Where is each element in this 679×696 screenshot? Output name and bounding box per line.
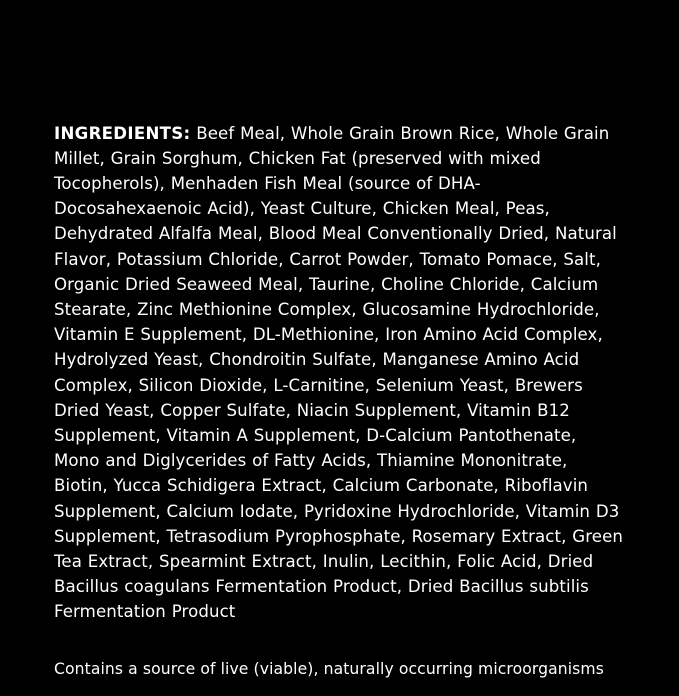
ingredients-paragraph: [54, 121, 626, 625]
ingredients-list-text: Beef Meal, Whole Grain Brown Rice, Whole Grain Millet, Grain Sorghum, Chicken Fat (preserved with mixed Tocopherols), Menhaden Fish Meal (source of DHA-Docosahexaenoic Acid), Yeast Culture, Chicken Meal, Peas, Dehydrated Alfalfa Meal, Blood Meal Conventionally Dried, Natural Flavor, Potassium Chloride, Carrot Powder, Tomato Pomace, Salt, Organic Dried Seaweed Meal, Taurine, Choline Chloride, Calcium Stearate, Zinc Methionine Complex, Glucosamine Hydrochloride, Vitamin E Supplement, DL-Methionine, Iron Amino Acid Complex, Hydrolyzed Yeast, Chondroitin Sulfate, Manganese Amino Acid Complex, Silicon Dioxide, L-Carnitine, Selenium Yeast, Brewers Dried Yeast, Copper Sulfate, Niacin Supplement, Vitamin B12 Supplement, Vitamin A Supplement, D-Calcium Pantothenate, Mono and Diglycerides of Fatty Acids, Thiamine Mononitrate, Biotin, Yucca Schidigera Extract, Calcium Carbonate, Riboflavin Supplement, Calcium Iodate, Pyridoxine Hydrochloride, Vitamin D3 Supplement, Tetrasodium Pyrophosphate, Rosemary Extract, Green Tea Extract, Spearmint Extract, Inulin, Lecithin, Folic Acid, Dried Bacillus coagulans Fermentation Product, Dried Bacillus subtilis Fermentation Product: [54, 123, 624, 622]
ingredients-heading: INGREDIENTS:: [54, 123, 191, 143]
contains-live-microorganisms-note: Contains a source of live (viable), naturally occurring microorganisms: [54, 659, 604, 678]
ingredients-content: [54, 104, 626, 696]
